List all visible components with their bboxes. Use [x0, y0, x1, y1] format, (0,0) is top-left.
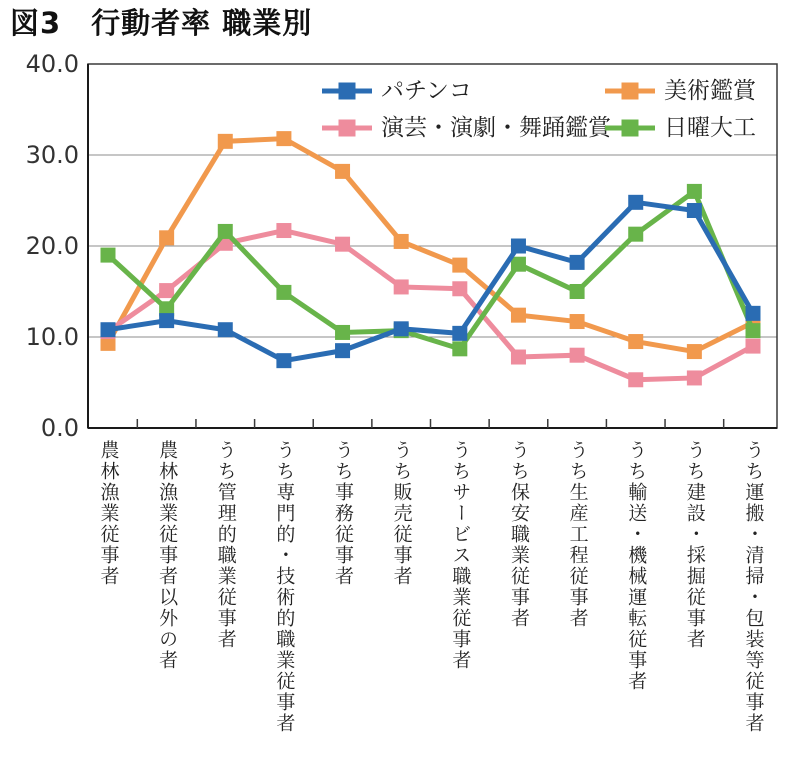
series-marker-pachinko	[394, 321, 409, 336]
series-marker-performance-viewing	[335, 237, 350, 252]
series-marker-art-appreciation	[218, 134, 233, 149]
series-marker-pachinko	[511, 239, 526, 254]
legend-label-performance-viewing: 演芸・演劇・舞踊鑑賞	[381, 115, 611, 141]
x-axis-label: うち生産工程従事者	[566, 440, 589, 629]
series-marker-performance-viewing	[159, 283, 174, 298]
series-marker-diy-carpentry	[218, 224, 233, 239]
series-marker-pachinko	[746, 306, 761, 321]
series-marker-pachinko	[101, 322, 116, 337]
series-marker-diy-carpentry	[335, 325, 350, 340]
series-marker-art-appreciation	[511, 308, 526, 323]
series-marker-pachinko	[218, 322, 233, 337]
series-marker-performance-viewing	[394, 279, 409, 294]
series-marker-art-appreciation	[159, 230, 174, 245]
series-marker-art-appreciation	[687, 344, 702, 359]
series-marker-pachinko	[570, 255, 585, 270]
series-marker-diy-carpentry	[276, 285, 291, 300]
x-axis-label: 農林漁業従事者	[97, 440, 120, 587]
y-tick-label: 0.0	[40, 414, 79, 442]
series-marker-pachinko	[452, 326, 467, 341]
legend-label-art-appreciation: 美術鑑賞	[664, 78, 756, 104]
series-line-art-appreciation	[108, 139, 753, 352]
x-axis-label: うち専門的・技術的職業従事者	[273, 440, 296, 734]
series-marker-art-appreciation	[570, 314, 585, 329]
y-tick-label: 40.0	[25, 50, 79, 78]
y-tick-label: 20.0	[25, 232, 79, 260]
series-marker-performance-viewing	[746, 339, 761, 354]
legend-marker-art-appreciation	[622, 83, 639, 100]
legend-marker-pachinko	[339, 83, 356, 100]
series-marker-art-appreciation	[276, 131, 291, 146]
series-marker-pachinko	[628, 195, 643, 210]
series-marker-diy-carpentry	[687, 184, 702, 199]
series-marker-art-appreciation	[628, 334, 643, 349]
series-marker-art-appreciation	[394, 234, 409, 249]
legend-label-pachinko: パチンコ	[381, 78, 472, 104]
x-axis-label: うち事務従事者	[332, 440, 355, 587]
series-marker-performance-viewing	[452, 281, 467, 296]
series-marker-performance-viewing	[687, 370, 702, 385]
x-axis-label: うち保安職業従事者	[507, 440, 530, 629]
series-marker-performance-viewing	[511, 350, 526, 365]
x-axis-label: うち建設・採掘従事者	[683, 440, 706, 650]
series-marker-pachinko	[335, 343, 350, 358]
series-marker-performance-viewing	[276, 223, 291, 238]
series-marker-diy-carpentry	[570, 284, 585, 299]
series-marker-art-appreciation	[335, 164, 350, 179]
series-marker-performance-viewing	[628, 372, 643, 387]
legend-marker-performance-viewing	[339, 120, 356, 137]
y-tick-label: 30.0	[25, 141, 79, 169]
series-marker-diy-carpentry	[101, 248, 116, 263]
x-axis-label: うち販売従事者	[390, 440, 413, 587]
series-marker-diy-carpentry	[628, 227, 643, 242]
x-axis-label: うち管理的職業従事者	[214, 440, 237, 650]
x-axis-label: うち運搬・清掃・包装等従事者	[742, 440, 765, 734]
series-marker-pachinko	[687, 203, 702, 218]
y-tick-label: 10.0	[25, 323, 79, 351]
x-axis-label: うち輸送・機械運転従事者	[625, 440, 648, 692]
series-marker-pachinko	[276, 353, 291, 368]
legend-marker-diy-carpentry	[622, 120, 639, 137]
series-marker-diy-carpentry	[452, 341, 467, 356]
series-marker-art-appreciation	[452, 258, 467, 273]
series-marker-diy-carpentry	[511, 257, 526, 272]
x-axis-label: 農林漁業従事者以外の者	[156, 440, 179, 671]
series-marker-diy-carpentry	[746, 323, 761, 338]
figure-title: 図3 行動者率 職業別	[10, 6, 313, 40]
series-marker-performance-viewing	[570, 348, 585, 363]
x-axis-label: うちサービス職業従事者	[449, 440, 472, 671]
series-marker-pachinko	[159, 313, 174, 328]
legend-label-diy-carpentry: 日曜大工	[664, 115, 756, 141]
